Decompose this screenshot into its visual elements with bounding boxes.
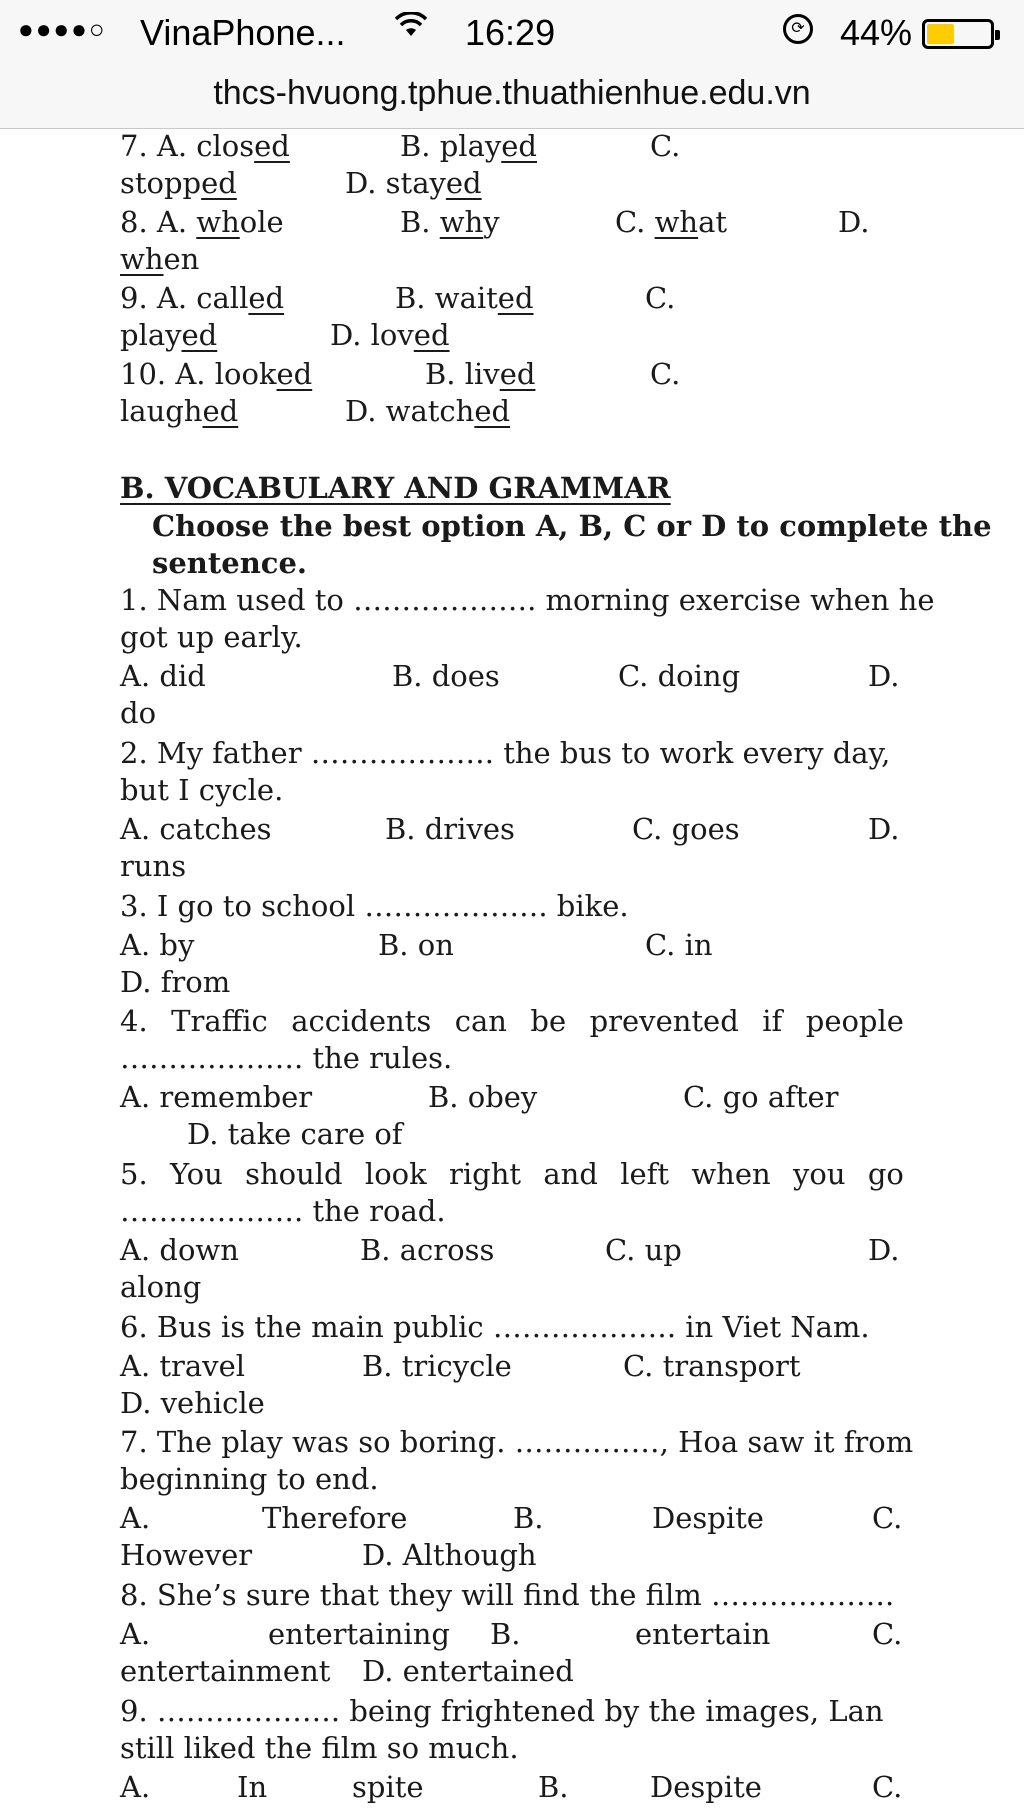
v7-option-d: D. Although [362,1538,537,1572]
v6-option-b: B. tricycle [362,1349,512,1383]
v8-stem: 8. She’s sure that they will find the film ………………. [120,1578,895,1612]
q8-c: C. what [615,205,728,239]
status-bar [0,0,1024,68]
rotation-lock-icon: ⟳ [783,14,813,44]
v8-option-a: A. [120,1617,151,1651]
q9-c-word: played [120,318,218,352]
q10-b: B. lived [425,357,536,391]
q7-d: D. stayed [345,166,482,200]
v8-option-c-word: entertainment [120,1654,331,1688]
v9-stem-2: still liked the film so much. [120,1731,519,1765]
address-bar[interactable] [0,68,1024,129]
v6-option-c: C. transport [623,1349,801,1383]
v5-option-d: D. [868,1233,900,1267]
v3-option-c: C. in [645,928,713,962]
v3-option-b: B. on [378,928,454,962]
wifi-icon [395,12,427,46]
v4-stem-2: ………………. the rules. [120,1041,453,1075]
q9-d: D. loved [330,318,450,352]
q8-d: D. [838,205,870,239]
v4-option-d: D. take care of [187,1117,403,1151]
battery-nub [995,30,1000,40]
q8-b: B. why [400,205,500,239]
v9-option-a-word-1: In [237,1770,268,1804]
v2-stem-2: but I cycle. [120,773,284,807]
v3-option-a: A. by [120,928,195,962]
v8-option-a-word: entertaining [268,1617,450,1651]
q7-c: C. [650,129,681,163]
v8-option-b-word: entertain [635,1617,771,1651]
q10-d: D. watched [345,394,511,428]
v4-option-a: A. remember [120,1080,313,1114]
v7-option-a-word: Therefore [262,1501,408,1535]
v8-option-d: D. entertained [362,1654,574,1688]
q9-b: B. waited [395,281,534,315]
v7-option-b-word: Despite [652,1501,764,1535]
v7-option-a: A. [120,1501,151,1535]
carrier-name: VinaPhone... [140,12,346,53]
v2-option-d-word: runs [120,849,187,883]
v1-option-a: A. did [120,659,206,693]
v1-option-c: C. doing [618,659,741,693]
battery-icon [922,19,994,49]
q8-d-word: when [120,242,200,276]
q9-c: C. [645,281,676,315]
q9-a: 9. A. called [120,281,285,315]
v5-option-c: C. up [605,1233,682,1267]
v2-option-a: A. catches [120,812,272,846]
q7-a: 7. A. closed [120,129,290,163]
v1-option-d: D. [868,659,900,693]
instruction-line-1: Choose the best option A, B, C or D to complete the [152,509,992,543]
v7-option-c: C. [872,1501,903,1535]
v9-stem: 9. ………………. being frightened by the images, Lan [120,1694,884,1728]
clock: 16:29 [465,12,556,53]
battery-fill [927,24,954,44]
v9-option-a: A. [120,1770,151,1804]
v5-option-d-word: along [120,1270,202,1304]
v1-option-b: B. does [392,659,500,693]
v8-option-c: C. [872,1617,903,1651]
v2-option-c: C. goes [632,812,740,846]
v1-option-d-word: do [120,696,157,730]
v3-stem: 3. I go to school ………………. bike. [120,889,629,923]
document-content [0,128,1024,1817]
battery-percent: 44% [840,12,913,53]
v1-stem: 1. Nam used to ………………. morning exercise when he [120,583,935,617]
q7-b: B. played [400,129,537,163]
v5-stem-2: ………………. the road. [120,1194,446,1228]
v9-option-a-word-2: spite [352,1770,424,1804]
v7-option-c-word: However [120,1538,253,1572]
v6-option-a: A. travel [120,1349,246,1383]
v3-option-d: D. from [120,965,231,999]
v1-stem-2: got up early. [120,620,303,654]
v9-option-b: B. [538,1770,569,1804]
v7-stem-2: beginning to end. [120,1462,379,1496]
v2-option-d: D. [868,812,900,846]
v4-option-b: B. obey [428,1080,538,1114]
v8-option-b: B. [490,1617,521,1651]
v6-option-d: D. vehicle [120,1386,265,1420]
q10-a: 10. A. looked [120,357,313,391]
q10-c-word: laughed [120,394,239,428]
v5-option-a: A. down [120,1233,239,1267]
v6-stem: 6. Bus is the main public ………………. in Viet Nam. [120,1310,870,1344]
v4-stem: 4. Traffic accidents can be prevented if people [120,1004,904,1038]
v5-stem: 5. You should look right and left when you go [120,1157,904,1191]
q8-a: 8. A. whole [120,205,284,239]
q7-c-word: stopped [120,166,237,200]
v2-stem: 2. My father ………………. the bus to work every day, [120,736,891,770]
v9-option-b-word: Despite [650,1770,762,1804]
q10-c: C. [650,357,681,391]
signal-strength-icon: ●●●●○ [18,14,107,44]
v4-option-c: C. go after [683,1080,839,1114]
v7-option-b: B. [513,1501,544,1535]
instruction-line-2: sentence. [152,546,307,580]
v7-stem: 7. The play was so boring. ……………, Hoa saw it from [120,1425,914,1459]
v5-option-b: B. across [360,1233,495,1267]
v9-option-c: C. [872,1770,903,1804]
section-title: B. VOCABULARY AND GRAMMAR [120,471,671,505]
v2-option-b: B. drives [385,812,515,846]
url-text[interactable]: thcs-hvuong.tphue.thuathienhue.edu.vn [213,74,811,112]
